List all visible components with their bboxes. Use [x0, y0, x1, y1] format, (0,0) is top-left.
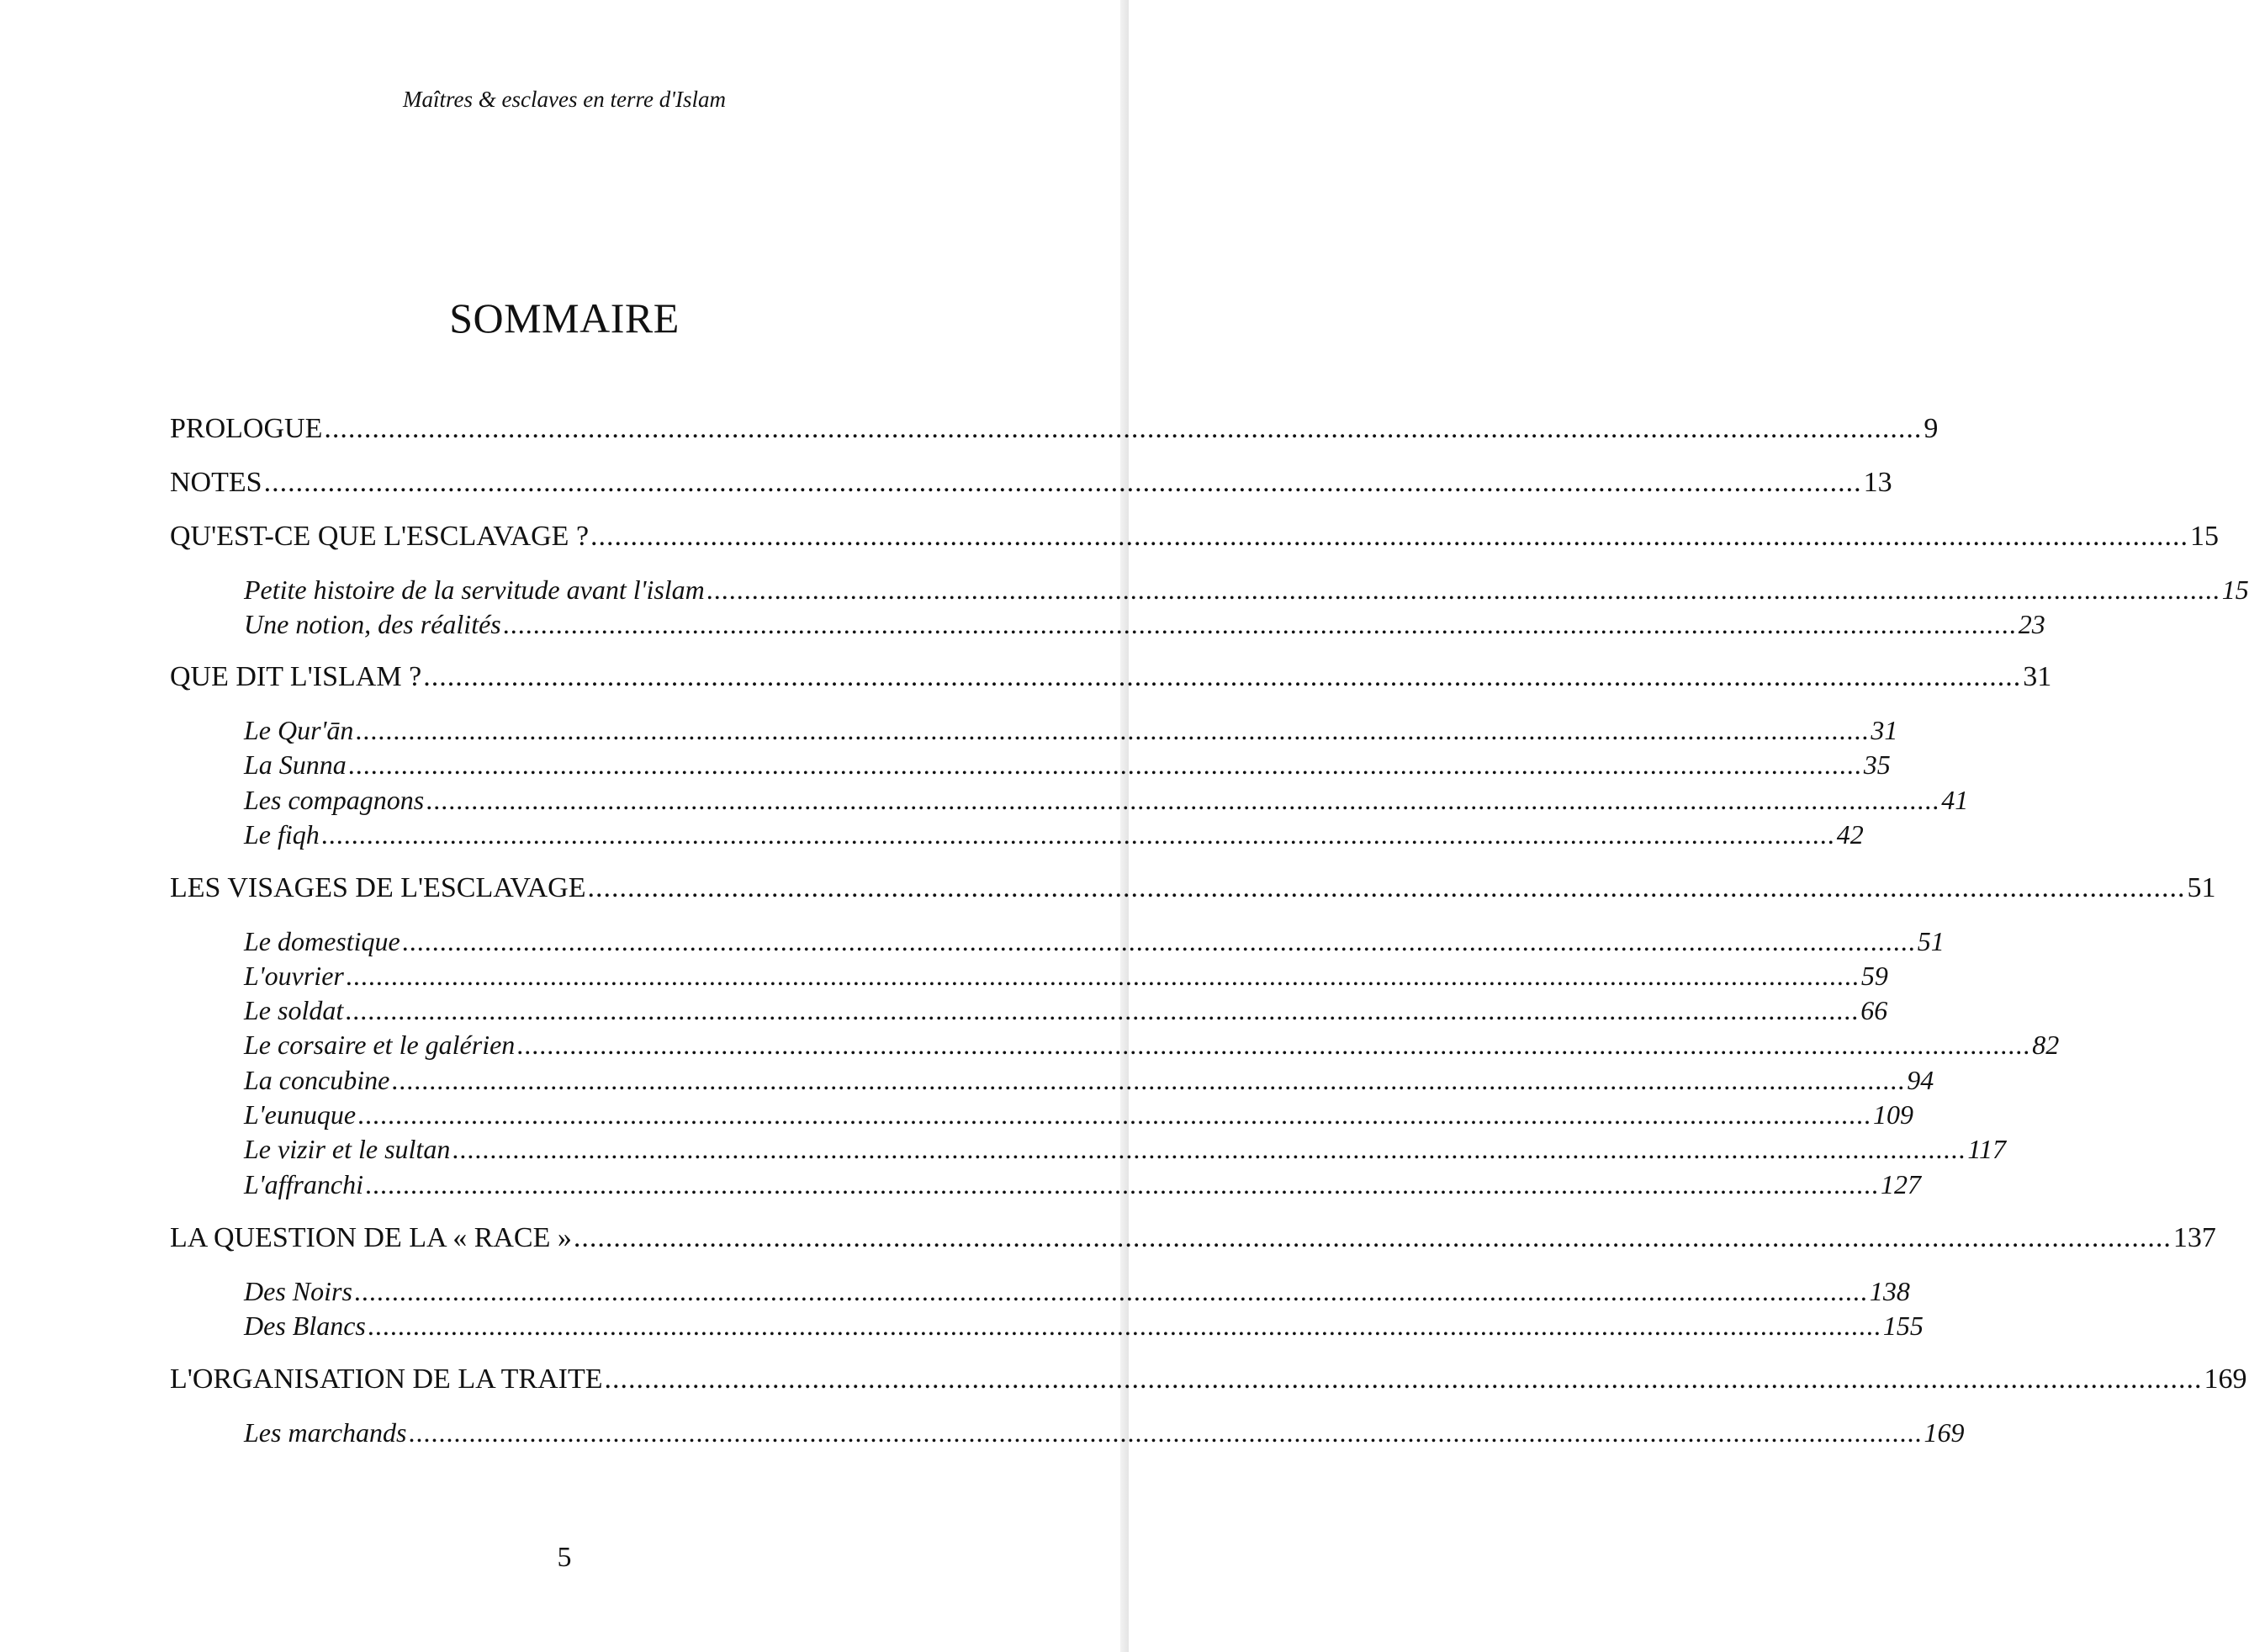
toc-entry-page: 15	[2190, 521, 2220, 552]
toc-subentry-affranchi[interactable]	[244, 1168, 1921, 1201]
toc-entry-page: 31	[2023, 661, 2052, 692]
toc-entry-page: 169	[2204, 1363, 2247, 1395]
toc-subentry-page: 31	[1871, 715, 1898, 745]
toc-entry-prologue[interactable]	[170, 412, 1939, 446]
dot-leader: ........................................................................................................................................................................................................	[706, 574, 2220, 605]
toc-entry-label: L'ORGANISATION DE LA TRAITE	[170, 1363, 603, 1395]
dot-leader: ........................................................................................................................................................................................................	[604, 1363, 2203, 1395]
page-number: 5	[557, 1542, 572, 1573]
dot-leader: ........................................................................................................................................................................................................	[357, 1099, 1872, 1130]
toc-subentry-corsaire[interactable]	[244, 1028, 2060, 1062]
dot-leader: ........................................................................................................................................................................................................	[408, 1417, 1923, 1448]
toc-subentry-domestique[interactable]	[244, 924, 1945, 958]
toc-entry-page: 9	[1924, 413, 1939, 444]
dot-leader: ........................................................................................................................................................................................................	[391, 1065, 1906, 1095]
dot-leader: ........................................................................................................................................................................................................	[573, 1222, 2172, 1253]
dot-leader: ........................................................................................................................................................................................................	[345, 995, 1860, 1025]
running-header: Maîtres & esclaves en terre d'Islam	[403, 87, 726, 112]
toc-entry-race[interactable]	[170, 1221, 2216, 1255]
dot-leader: ........................................................................................................................................................................................................	[516, 1030, 2031, 1060]
dot-leader: ........................................................................................................................................................................................................	[345, 961, 1860, 991]
toc-subentry-page: 23	[2018, 609, 2045, 639]
dot-leader: ........................................................................................................................................................................................................	[355, 715, 1870, 745]
toc-subentry-label: Le corsaire et le galérien	[244, 1030, 516, 1060]
toc-subentry-label: Des Blancs	[244, 1310, 366, 1341]
dot-leader: ........................................................................................................................................................................................................	[502, 609, 2017, 639]
dot-leader: ........................................................................................................................................................................................................	[324, 413, 1923, 444]
toc-entry-page: 13	[1863, 467, 1892, 498]
dot-leader: ........................................................................................................................................................................................................	[263, 467, 1862, 498]
toc-subentry-page: 15	[2221, 574, 2249, 605]
toc-subentry-page: 155	[1882, 1310, 1924, 1341]
dot-leader: ........................................................................................................................................................................................................	[587, 872, 2186, 903]
toc-subentry-page: 82	[2032, 1030, 2060, 1060]
toc-subentry-page: 42	[1836, 819, 1864, 850]
dot-leader: ........................................................................................................................................................................................................	[423, 661, 2022, 692]
toc-subentry-label: L'ouvrier	[244, 961, 344, 991]
page-title: SOMMAIRE	[449, 294, 680, 342]
toc-subentry-page: 117	[1967, 1134, 2006, 1164]
dot-leader: ........................................................................................................................................................................................................	[401, 926, 1916, 956]
dot-leader: ........................................................................................................................................................................................................	[367, 1310, 1881, 1341]
toc-subentry-histoire[interactable]	[244, 573, 2249, 606]
toc-subentry-marchands[interactable]	[244, 1416, 1965, 1449]
toc-entry-esclavage[interactable]	[170, 520, 2220, 553]
toc-entry-traite[interactable]	[170, 1363, 2247, 1396]
toc-subentry-label: Le soldat	[244, 995, 344, 1025]
toc-subentry-page: 109	[1873, 1099, 1914, 1130]
toc-subentry-page: 94	[1907, 1065, 1934, 1095]
toc-subentry-label: L'affranchi	[244, 1169, 363, 1199]
toc-subentry-quran[interactable]	[244, 713, 1898, 747]
toc-subentry-label: Les compagnons	[244, 785, 425, 815]
toc-subentry-label: Les marchands	[244, 1417, 407, 1448]
toc-subentry-label: Petite histoire de la servitude avant l'islam	[244, 574, 705, 605]
toc-subentry-compagnons[interactable]	[244, 783, 1969, 817]
toc-subentry-label: La Sunna	[244, 749, 347, 780]
toc-subentry-page: 138	[1869, 1276, 1910, 1306]
dot-leader: ........................................................................................................................................................................................................	[353, 1276, 1868, 1306]
toc-subentry-page: 169	[1924, 1417, 1965, 1448]
toc-subentry-label: L'eunuque	[244, 1099, 357, 1130]
toc-subentry-page: 35	[1863, 749, 1891, 780]
toc-subentry-sunna[interactable]	[244, 748, 1891, 781]
toc-entry-page: 51	[2187, 872, 2216, 903]
toc-subentry-page: 51	[1917, 926, 1945, 956]
toc-subentry-label: Des Noirs	[244, 1276, 352, 1306]
dot-leader: ........................................................................................................................................................................................................	[590, 521, 2189, 552]
toc-entry-label: PROLOGUE	[170, 413, 323, 444]
toc-subentry-label: Le fiqh	[244, 819, 320, 850]
toc-entry-islam[interactable]	[170, 660, 2052, 694]
toc-entry-label: NOTES	[170, 467, 262, 498]
toc-entry-visages[interactable]	[170, 871, 2216, 905]
toc-subentry-vizir[interactable]	[244, 1132, 2006, 1166]
toc-subentry-page: 127	[1880, 1169, 1921, 1199]
toc-subentry-blancs[interactable]	[244, 1309, 1924, 1342]
toc-subentry-label: Le domestique	[244, 926, 400, 956]
toc-subentry-label: Le Qur'ān	[244, 715, 354, 745]
toc-subentry-label: La concubine	[244, 1065, 390, 1095]
toc-subentry-fiqh[interactable]	[244, 818, 1864, 851]
toc-subentry-page: 66	[1860, 995, 1888, 1025]
toc-entry-label: LES VISAGES DE L'ESCLAVAGE	[170, 872, 586, 903]
toc-entry-notes[interactable]	[170, 466, 1892, 500]
toc-subentry-ouvrier[interactable]	[244, 959, 1888, 993]
dot-leader: ........................................................................................................................................................................................................	[452, 1134, 1966, 1164]
dot-leader: ........................................................................................................................................................................................................	[364, 1169, 1879, 1199]
toc-subentry-notion[interactable]	[244, 607, 2045, 641]
toc-subentry-eunuque[interactable]	[244, 1098, 1914, 1131]
dot-leader: ........................................................................................................................................................................................................	[426, 785, 1940, 815]
toc-subentry-label: Une notion, des réalités	[244, 609, 501, 639]
toc-entry-label: QUE DIT L'ISLAM ?	[170, 661, 422, 692]
toc-subentry-soldat[interactable]	[244, 993, 1888, 1027]
toc-subentry-page: 41	[1941, 785, 1969, 815]
dot-leader: ........................................................................................................................................................................................................	[320, 819, 1835, 850]
toc-subentry-noirs[interactable]	[244, 1274, 1910, 1308]
toc-subentry-label: Le vizir et le sultan	[244, 1134, 451, 1164]
toc-subentry-concubine[interactable]	[244, 1063, 1934, 1097]
toc-subentry-page: 59	[1860, 961, 1888, 991]
dot-leader: ........................................................................................................................................................................................................	[347, 749, 1862, 780]
toc-entry-label: QU'EST-CE QUE L'ESCLAVAGE ?	[170, 521, 590, 552]
toc-entry-page: 137	[2172, 1222, 2216, 1253]
toc-entry-label: LA QUESTION DE LA « RACE »	[170, 1222, 572, 1253]
